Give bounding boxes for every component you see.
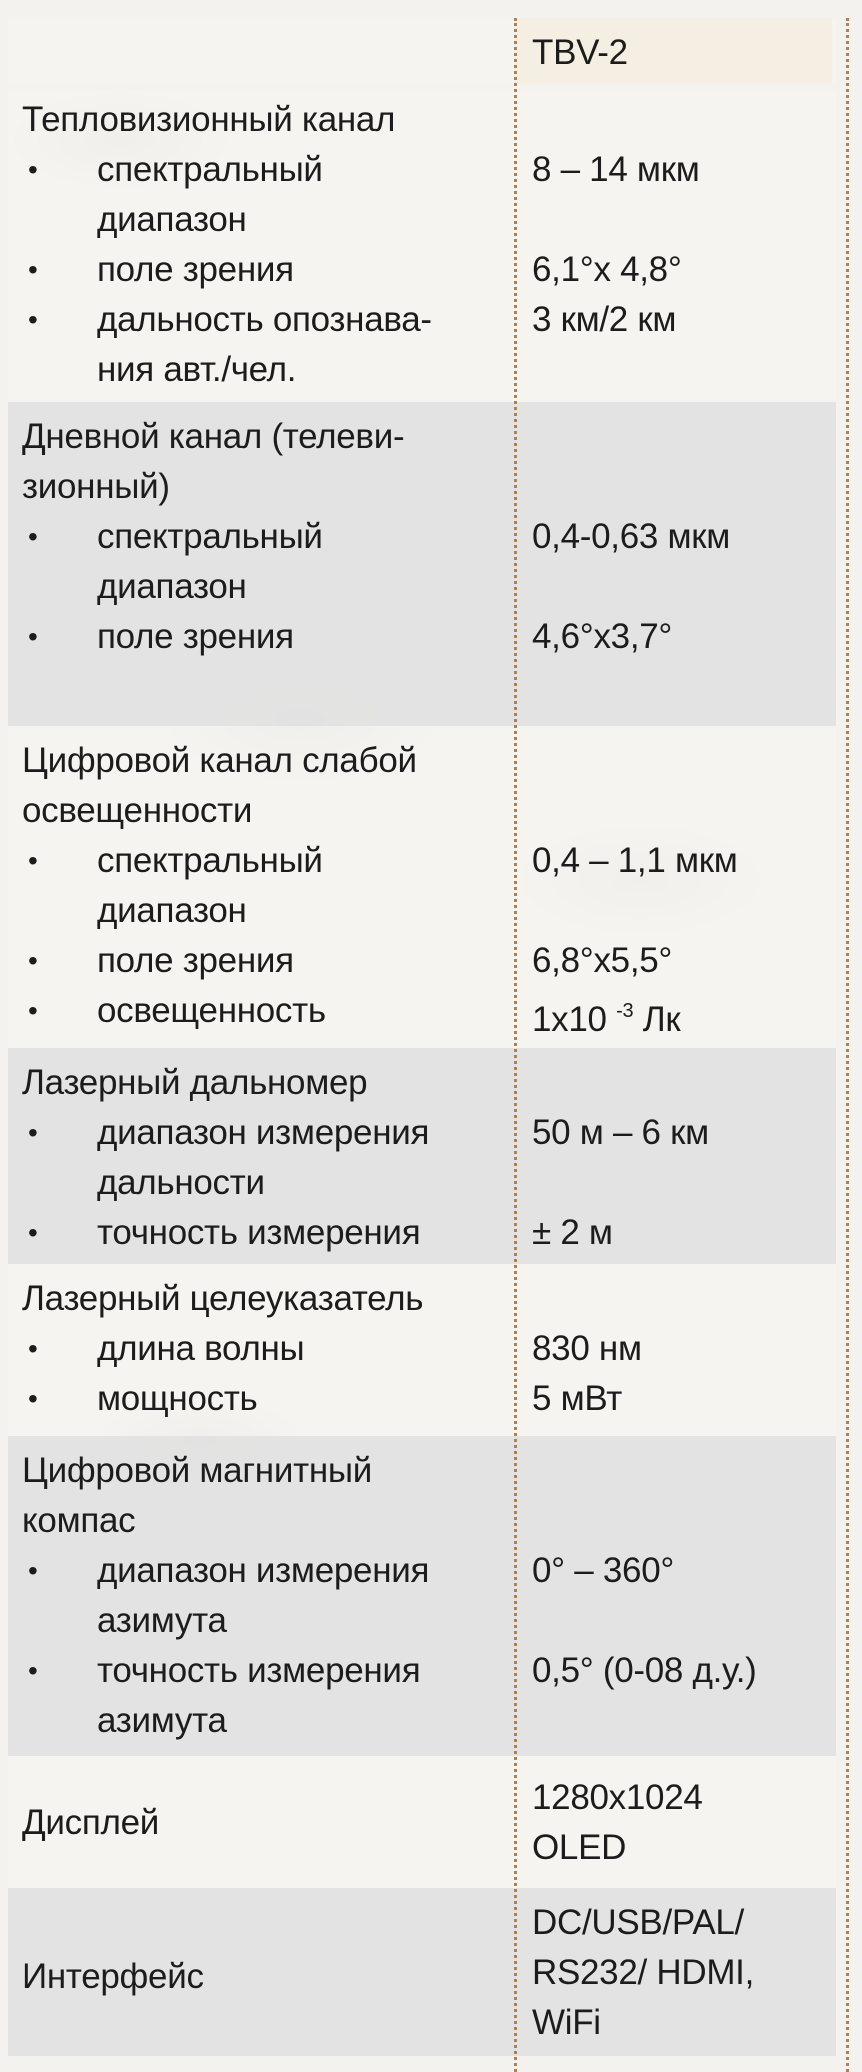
item-value: 6,1°х 4,8° — [532, 250, 682, 289]
item-label: диапазон — [97, 200, 247, 239]
item-label: поле зрения — [97, 941, 294, 980]
section-title-day: Дневной канал (телеви- — [22, 417, 405, 456]
bullet: • — [28, 521, 38, 552]
bullet: • — [28, 1217, 38, 1248]
item-value: ± 2 м — [532, 1213, 613, 1252]
bullet: • — [28, 1333, 38, 1364]
item-value: 3 км/2 км — [532, 300, 677, 339]
section-title-rangefinder: Лазерный дальномер — [22, 1063, 368, 1102]
item-value: 6,8°х5,5° — [532, 941, 673, 980]
item-value: 0,5° (0-08 д.у.) — [532, 1651, 757, 1690]
bullet: • — [28, 254, 38, 285]
display-value: 1280х1024 — [532, 1778, 703, 1817]
item-value: 5 мВт — [532, 1379, 622, 1418]
bullet: • — [28, 845, 38, 876]
item-label: диапазон — [97, 567, 247, 606]
section-title-thermal: Тепловизионный канал — [22, 100, 396, 139]
item-value: 50 м – 6 км — [532, 1113, 709, 1152]
item-label: дальность опознава- — [97, 300, 432, 339]
item-value: 0,4 – 1,1 мкм — [532, 841, 738, 880]
value-unit: Лк — [642, 1000, 681, 1039]
column-divider — [514, 18, 517, 2072]
right-border — [846, 18, 849, 2072]
bullet: • — [28, 1555, 38, 1586]
item-label: азимута — [97, 1701, 227, 1740]
item-value: 0,4-0,63 мкм — [532, 517, 730, 556]
item-label: поле зрения — [97, 617, 294, 656]
item-value: 4,6°х3,7° — [532, 617, 673, 656]
section-title-day: зионный) — [22, 467, 170, 506]
item-label: освещенность — [97, 991, 326, 1030]
item-label: дальности — [97, 1163, 265, 1202]
item-label: диапазон — [97, 891, 247, 930]
section-title-display: Дисплей — [22, 1803, 160, 1842]
section-title-designator: Лазерный целеуказатель — [22, 1279, 424, 1318]
item-label: спектральный — [97, 150, 323, 189]
item-value: 830 нм — [532, 1329, 642, 1368]
bullet: • — [28, 154, 38, 185]
section-title-compass: компас — [22, 1501, 136, 1540]
bullet: • — [28, 995, 38, 1026]
bullet: • — [28, 621, 38, 652]
interface-value: DC/USB/PAL/ — [532, 1903, 744, 1942]
item-label: ния авт./чел. — [97, 350, 297, 389]
bullet: • — [28, 304, 38, 335]
item-value: 0° – 360° — [532, 1551, 675, 1590]
value-base: 1х10 — [532, 1000, 607, 1039]
section-title-interface: Интерфейс — [22, 1957, 204, 1996]
bullet: • — [28, 1117, 38, 1148]
item-label: длина волны — [97, 1329, 305, 1368]
item-label: диапазон измерения — [97, 1113, 430, 1152]
item-label: спектральный — [97, 517, 323, 556]
value-exponent: -3 — [616, 1000, 634, 1022]
display-value: OLED — [532, 1828, 627, 1867]
item-value-illuminance — [532, 986, 680, 1045]
section-title-compass: Цифровой магнитный — [22, 1451, 372, 1490]
item-label: диапазон измерения — [97, 1551, 430, 1590]
section-title-lowlight: Цифровой канал слабой — [22, 741, 417, 780]
item-label: азимута — [97, 1601, 227, 1640]
item-label: мощность — [97, 1379, 258, 1418]
bullet: • — [28, 1383, 38, 1414]
item-value: 8 – 14 мкм — [532, 150, 700, 189]
item-label: точность измерения — [97, 1213, 421, 1252]
interface-value: RS232/ HDMI, — [532, 1953, 755, 1992]
bullet: • — [28, 1655, 38, 1686]
item-label: точность измерения — [97, 1651, 421, 1690]
section-title-lowlight: освещенности — [22, 791, 253, 830]
header-model: TBV-2 — [532, 33, 628, 72]
bullet: • — [28, 945, 38, 976]
item-label: спектральный — [97, 841, 323, 880]
item-label: поле зрения — [97, 250, 294, 289]
interface-value: WiFi — [532, 2003, 601, 2042]
